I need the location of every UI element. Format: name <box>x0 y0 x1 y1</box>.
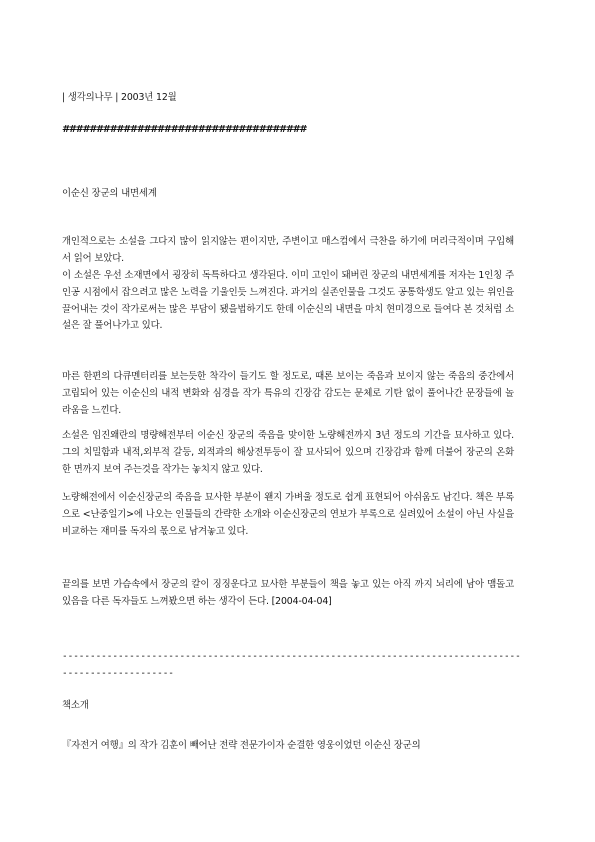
hash-separator: #################################### <box>62 124 307 135</box>
publisher-meta: | 생각의나무 | 2003년 12월 <box>62 92 177 103</box>
book-intro-text: 『자전거 여행』의 작가 김훈이 빼어난 전략 전문가이자 순결한 영웅이었던 이순신 장군의 <box>62 740 421 751</box>
book-intro-heading: 책소개 <box>62 700 89 711</box>
paragraph-3: 마른 한편의 다큐멘터리를 보는듯한 착각이 들기도 할 정도로, 때론 보이는 죽음과 보이지 않는 죽음의 중간에서 고립되어 있는 이순신의 내적 변화와 심경을 작가 특유의 긴장감 감도는 문체로 기탄 없이 풀어나간 문장들에 놀라움을 느낀다. <box>62 371 514 416</box>
paragraph-1: 개인적으로는 소설을 그다지 많이 읽지않는 편이지만, 주변이고 매스컴에서 극찬을 하기에 머리극적이며 구입해서 읽어 보았다. <box>62 236 514 264</box>
paragraph-4: 소설은 임진왜란의 명량해전부터 이순신 장군의 죽음을 맞이한 노량해전까지 3년 정도의 기간을 묘사하고 있다. 그의 치밀함과 내적,외부적 갈등, 외적과의 해상전투등이 잘 묘사되어 있으며 긴장감과 함께 더불어 장군의 온화한 면까지 보여 주는것을 작가는 놓치지 않고 있다. <box>62 430 514 475</box>
article-title: 이순신 장군의 내면세계 <box>62 188 157 199</box>
paragraph-5: 노량해전에서 이순신장군의 죽음을 묘사한 부분이 왠지 가벼울 정도로 쉽게 표현되어 아쉬움도 남긴다. 책은 부록으로 <난중일기>에 나오는 인물들의 간략한 소개와 이순신장군의 연보가 부록으로 실려있어 소설이 아닌 사실을 비교하는 재미를 독자의 몫으로 남겨놓고 있다. <box>62 492 514 537</box>
paragraph-6: 끝의를 보면 가슴속에서 장군의 칼이 징징운다고 묘사한 부분들이 책을 놓고 있는 아직 까지 뇌리에 남아 맴돌고 있음을 다른 독자들도 느껴봤으면 하는 생각이 든다. [2004-04-04] <box>62 579 514 607</box>
paragraph-2: 이 소설은 우선 소재면에서 굉장히 독특하다고 생각된다. 이미 고인이 돼버린 장군의 내면세계를 저자는 1인칭 주인공 시점에서 잡으려고 많은 노력을 기울인듯 느껴진다. 과거의 실존인물을 그것도 공통학생도 알고 있는 위인을 끌어내는 것이 작가로써는 많은 부담이 됐을법하기도 한데 이순신의 내면을 마치 현미경으로 들여다 본 것처럼 소설은 잘 풀어나가고 있다. <box>62 270 514 332</box>
dashed-divider: ------------------------------------------------------------------------------------------------------ <box>62 651 521 679</box>
